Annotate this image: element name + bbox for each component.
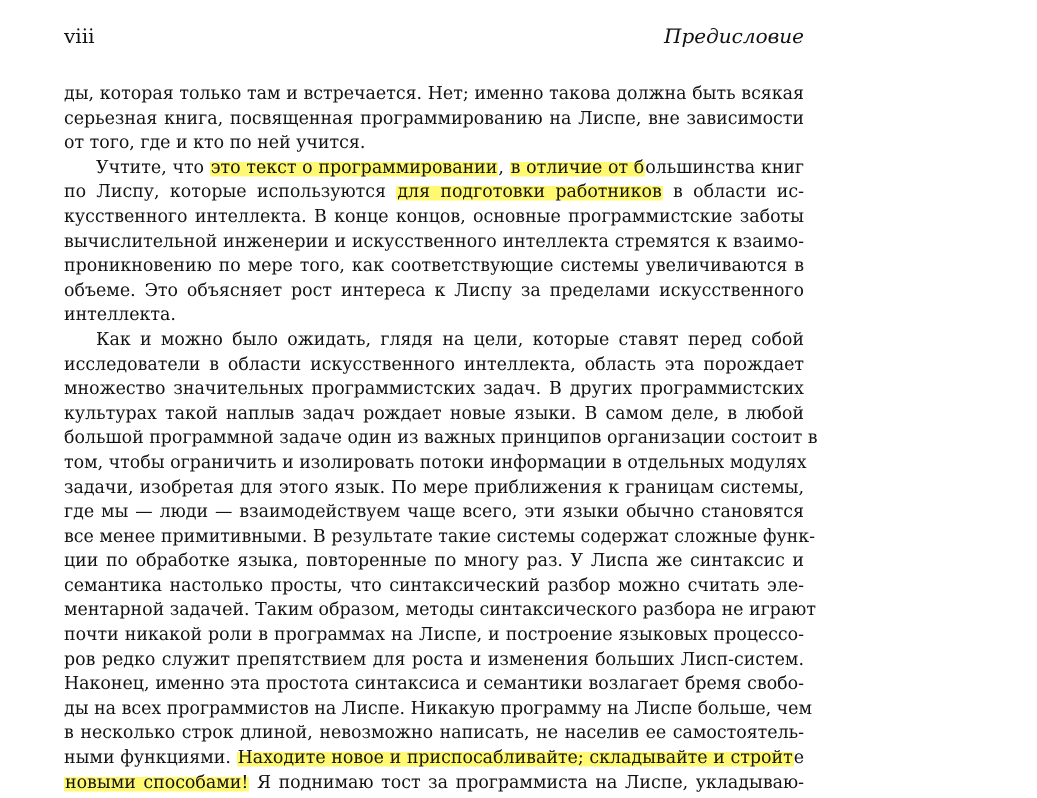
text-segment: от того, где и кто по ней учится.: [64, 133, 366, 154]
text-segment: по Лиспу, которые используются: [64, 182, 397, 203]
text-segment: Наконец, именно эта простота синтаксиса и семантики возлагает бремя свобо-: [64, 674, 804, 695]
text-segment: исследователи в области искусственного интеллекта, область эта порождает: [64, 354, 804, 375]
text-line: [64, 697, 813, 722]
text-line: [64, 746, 804, 771]
text-segment: ров редко служит препятствием для роста и изменения больших Лисп-систем.: [64, 649, 804, 670]
highlighted-text: для подготовки работников: [397, 182, 662, 203]
text-segment: Я поднимаю тост за программиста на Лиспе, укладываю-: [249, 772, 804, 793]
text-line: [64, 476, 804, 501]
text-segment: ментарной задачей. Таким образом, методы синтаксического разбора не играют: [64, 600, 816, 621]
text-segment: семантика настолько просты, что синтаксический разбор можно считать эле-: [64, 575, 804, 596]
text-segment: в несколько строк длиной, невозможно написать, не населив ее самостоятель-: [64, 723, 804, 744]
text-segment: большой программной задаче один из важных принципов организации состоит в: [64, 428, 818, 449]
text-line: [64, 500, 804, 525]
text-segment: кусственного интеллекта. В конце концов, основные программистские заботы: [64, 206, 804, 227]
running-title: Предисловие: [664, 24, 804, 48]
text-line: [64, 525, 815, 550]
text-line: [64, 156, 804, 181]
text-line: [64, 180, 804, 205]
text-line: [64, 82, 804, 107]
text-segment: все менее примитивными. В результате такие системы содержат сложные функ-: [64, 526, 815, 547]
text-segment: ными функциями.: [64, 748, 237, 769]
text-segment: где мы — люди — взаимодействуем чаще всего, эти языки обычно становятся: [64, 502, 804, 523]
text-line: [64, 131, 804, 156]
text-line: [64, 205, 804, 230]
text-line: [64, 672, 804, 697]
text-segment: серьезная книга, посвященная программированию на Лиспе, вне зависимости: [64, 108, 804, 129]
text-line: [64, 451, 807, 476]
text-line: [64, 574, 804, 599]
text-segment: интеллекта.: [64, 305, 176, 326]
text-line: [64, 771, 804, 796]
text-segment: вычислительной инженерии и искусственного интеллекта стремятся к взаимо-: [64, 231, 804, 252]
text-segment: Как и можно было ожидать, глядя на цели, которые ставят перед собой: [96, 329, 804, 350]
text-line: [64, 623, 804, 648]
text-segment: Учтите, что: [96, 157, 210, 178]
text-segment: почти никакой роли в программах на Лиспе, и построение языковых процессо-: [64, 625, 804, 646]
highlighted-text: Находите новое и приспосабливайте; складывайте и стройт: [237, 748, 793, 769]
text-segment: ды на всех программистов на Лиспе. Никакую программу на Лиспе больше, чем: [64, 698, 813, 719]
page-header: [64, 24, 804, 48]
text-segment: ды, которая только там и встречается. Нет; именно такова должна быть всякая: [64, 84, 804, 104]
body-text: [64, 82, 818, 795]
text-line: [64, 107, 804, 132]
text-segment: задачи, изобретая для этого язык. По мере приближения к границам системы,: [64, 477, 804, 498]
page-number: viii: [64, 24, 95, 48]
text-line: [64, 377, 804, 402]
text-line: [64, 648, 804, 673]
text-line: [64, 279, 804, 304]
text-line: [64, 549, 804, 574]
text-line: [64, 328, 804, 353]
text-segment: проникновению по мере того, как соответствующие системы увеличиваются в: [64, 256, 804, 277]
highlighted-text: новыми способами!: [65, 772, 249, 793]
text-line: [64, 303, 804, 328]
text-line: [64, 230, 804, 255]
text-segment: множество значительных программистских задач. В других программистских: [64, 379, 804, 400]
text-segment: е: [793, 748, 804, 769]
text-line: [64, 426, 818, 451]
highlighted-text: в отличие от б: [510, 157, 645, 178]
text-segment: в области ис-: [662, 182, 804, 203]
text-segment: том, чтобы ограничить и изолировать потоки информации в отдельных модулях: [64, 452, 807, 473]
text-segment: ции по обработке языка, повторенные по многу раз. У Лиспа же синтаксис и: [64, 551, 804, 572]
text-segment: ,: [498, 157, 510, 178]
text-line: [64, 402, 804, 427]
text-segment: ольшинства книг: [645, 157, 805, 178]
text-line: [64, 353, 804, 378]
text-segment: объеме. Это объясняет рост интереса к Лиспу за пределами искусственного: [64, 280, 804, 301]
text-segment: культурах такой наплыв задач рождает новые языки. В самом деле, в любой: [64, 403, 804, 424]
highlighted-text: это текст о программировании: [210, 157, 498, 178]
text-line: [64, 721, 804, 746]
text-line: [64, 254, 804, 279]
text-line: [64, 598, 816, 623]
